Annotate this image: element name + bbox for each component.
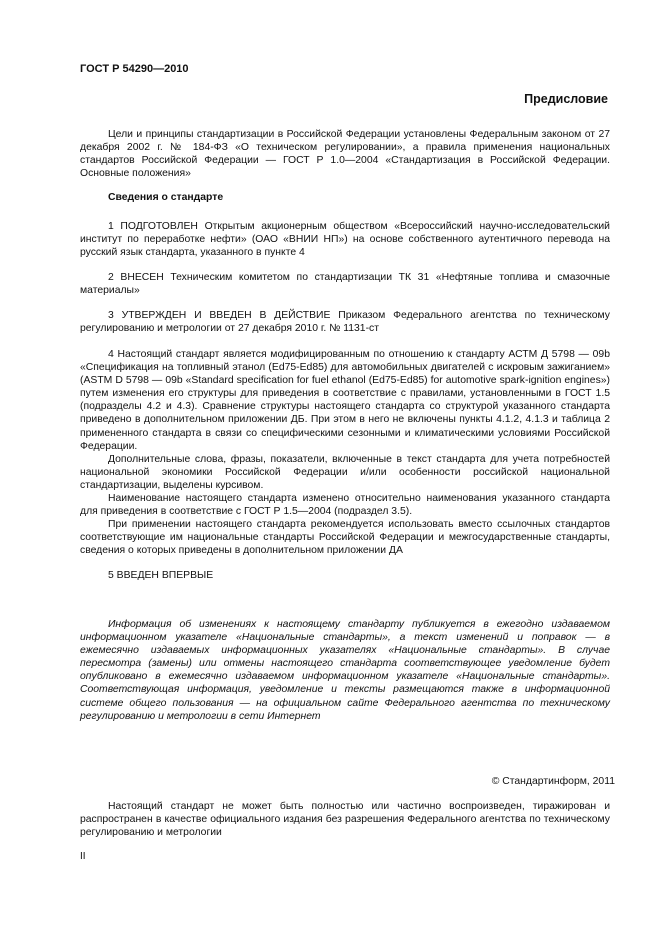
page-title: Предисловие bbox=[524, 92, 608, 106]
standard-info-heading: Сведения о стандарте bbox=[108, 192, 224, 203]
changes-notice-text: Информация об изменениях к настоящему стандарту публикуется в ежегодно издаваемом информационном указателе «Национальные стандарты», а текст изменений и поправок — в ежемесячно издаваемых информационных указателях «Национальные стандарты». В случае пересмотра (замены) или отмены настоящего стандарта соответствующее уведомление будет опубликовано в ежемесячно издаваемом информационном указателе «Национальные стандарты». Соответствующая информация, уведомление и тексты размещаются также в информационной системе общего пользования — на официальном сайте Федерального агентства по техническому регулированию и метрологии в сети Интернет bbox=[80, 619, 610, 722]
item-4-paragraph: 4 Настоящий стандарт является модифицированным по отношению к стандарту АСТМ Д 5798 — 09b «Спецификация на топливный этанол (Ed75-Ed85) для автомобильных двигателей с искровым зажиганием» (ASTM D 5798 — 09b «Standard specification for fuel ethanol (Ed75-Ed85) for automotive spark-ignition engines») путем изменения его структуры для приведения в соответствие с правилами, установленными в ГОСТ 1.5 (подразделы 4.2 и 4.3). Сравнение структуры настоящего стандарта со структурой указанного стандарта приведено в дополнительном приложении ДБ. При этом в него не включены пункты 4.1.2, 4.1.3 и таблица 2 примененного стандарта в связи со специфическими сезонными и климатическими условиями Российской Федерации. bbox=[80, 349, 610, 452]
rights-notice bbox=[80, 800, 610, 839]
copyright: © Стандартинформ, 2011 bbox=[491, 776, 615, 787]
item-1-text: 1 ПОДГОТОВЛЕН Открытым акционерным обществом «Всероссийский научно-исследовательский институт по переработке нефти» (ОАО «ВНИИ НП») на основе собственного аутентичного перевода на русский язык стандарта, указанного в пункте 4 bbox=[80, 221, 610, 259]
item-4 bbox=[80, 348, 610, 558]
item-4-paragraph: Дополнительные слова, фразы, показатели, включенные в текст стандарта для учета потребностей национальной экономики Российской Федерации и/или особенности российской национальной стандартизации, выделены курсивом. bbox=[80, 453, 610, 491]
item-5 bbox=[80, 569, 610, 582]
page-number: II bbox=[80, 851, 86, 862]
item-5-text: 5 ВВЕДЕН ВПЕРВЫЕ bbox=[108, 570, 214, 581]
document-header: ГОСТ Р 54290—2010 bbox=[80, 63, 189, 75]
changes-notice bbox=[80, 618, 610, 723]
item-2 bbox=[80, 271, 610, 297]
item-4-paragraph: При применении настоящего стандарта рекомендуется использовать вместо ссылочных стандартов соответствующие им национальные стандарты Российской Федерации и межгосударственные стандарты, сведения о которых приведены в дополнительном приложении ДА bbox=[80, 519, 610, 557]
item-1 bbox=[80, 220, 610, 259]
intro-paragraph bbox=[80, 128, 610, 180]
item-3-text: 3 УТВЕРЖДЕН И ВВЕДЕН В ДЕЙСТВИЕ Приказом Федерального агентства по техническому регулированию и метрологии от 27 декабря 2010 г. № 1131-ст bbox=[80, 310, 610, 335]
item-2-text: 2 ВНЕСЕН Техническим комитетом по стандартизации ТК 31 «Нефтяные топлива и смазочные материалы» bbox=[80, 272, 610, 297]
intro-text: Цели и принципы стандартизации в Российской Федерации установлены Федеральным законом от 27 декабря 2002 г. № 184-ФЗ «О техническом регулировании», а правила применения национальных стандартов Российской Федерации — ГОСТ Р 1.0—2004 «Стандартизация в Российской Федерации. Основные положения» bbox=[80, 129, 610, 180]
item-4-paragraph: Наименование настоящего стандарта изменено относительно наименования указанного стандарта для приведения в соответствие с ГОСТ Р 1.5—2004 (подраздел 3.5). bbox=[80, 493, 610, 518]
item-3 bbox=[80, 309, 610, 335]
rights-notice-text: Настоящий стандарт не может быть полностью или частично воспроизведен, тиражирован и распространен в качестве официального издания без разрешения Федерального агентства по техническому регулированию и метрологии bbox=[80, 801, 610, 839]
